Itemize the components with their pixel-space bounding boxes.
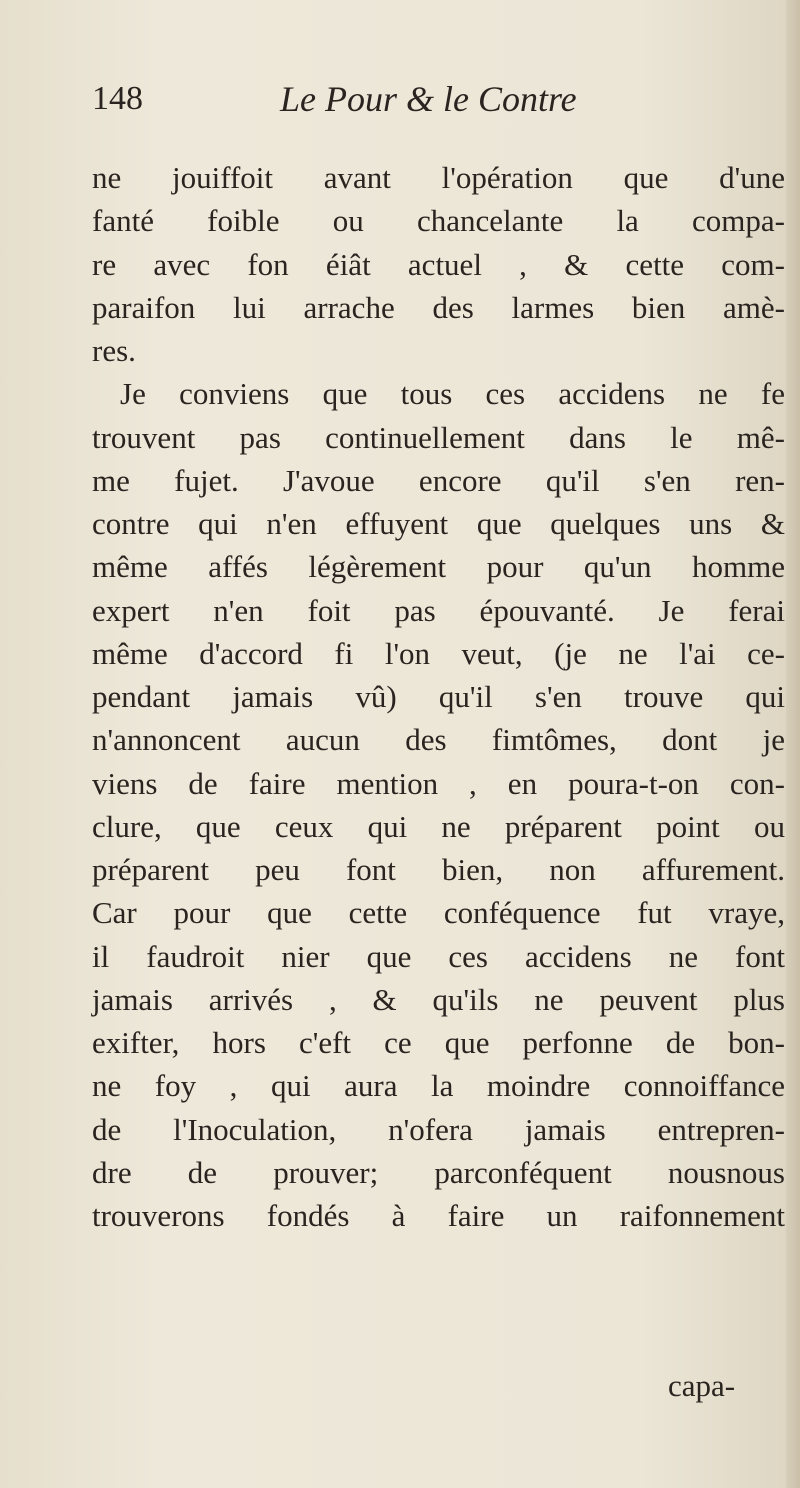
text-line: Car pour que cette conféquence fut vraye, [92,895,785,931]
text-line: même affés légèrement pour qu'un homme [92,549,785,585]
text-line: res. [92,333,136,368]
text-line: ne jouiffoit avant l'opération que d'une [92,160,785,195]
text-line: il faudroit nier que ces accidens ne font [92,938,785,974]
text-line: trouvent pas continuellement dans le mê- [92,419,785,455]
text-line: pendant jamais vû) qu'il s'en trouve qui [92,679,785,714]
text-line: expert n'en foit pas épouvanté. Je ferai [92,592,785,628]
page-edge [786,0,800,1488]
text-line: re avec fon éiât actuel , & cette com- [92,246,785,282]
page-number: 148 [92,80,143,117]
text-line: contre qui n'en effuyent que quelques uns & [92,506,785,541]
text-line: paraifon lui arrache des larmes bien amè- [92,289,785,325]
text-line: ne foy , qui aura la moindre connoiffance [92,1068,785,1104]
text-line: de l'Inoculation, n'ofera jamais entrepren- [92,1111,785,1147]
body-text [92,156,785,1237]
text-line: fanté foible ou chancelante la compa- [92,203,785,239]
text-line: n'annoncent aucun des fimtômes, dont je [92,722,785,758]
text-line: même d'accord fi l'on veut, (je ne l'ai ce- [92,635,785,671]
text-line: préparent peu font bien, non affurement. [92,852,785,887]
text-line: clure, que ceux qui ne préparent point ou [92,808,785,844]
running-title: Le Pour & le Contre [280,79,577,119]
catchword: capa- [668,1368,736,1403]
text-line: exifter, hors c'eft ce que perfonne de bon- [92,1025,785,1060]
text-line: me fujet. J'avoue encore qu'il s'en ren- [92,462,785,498]
text-line: Je conviens que tous ces accidens ne fe [120,376,785,412]
text-line: jamais arrivés , & qu'ils ne peuvent plus [92,981,785,1017]
text-line: trouverons fondés à faire un raifonnement [92,1198,785,1233]
text-line: viens de faire mention , en poura-t-on con- [92,765,785,801]
text-line: dre de prouver; parconféquent nousnous [92,1154,785,1190]
